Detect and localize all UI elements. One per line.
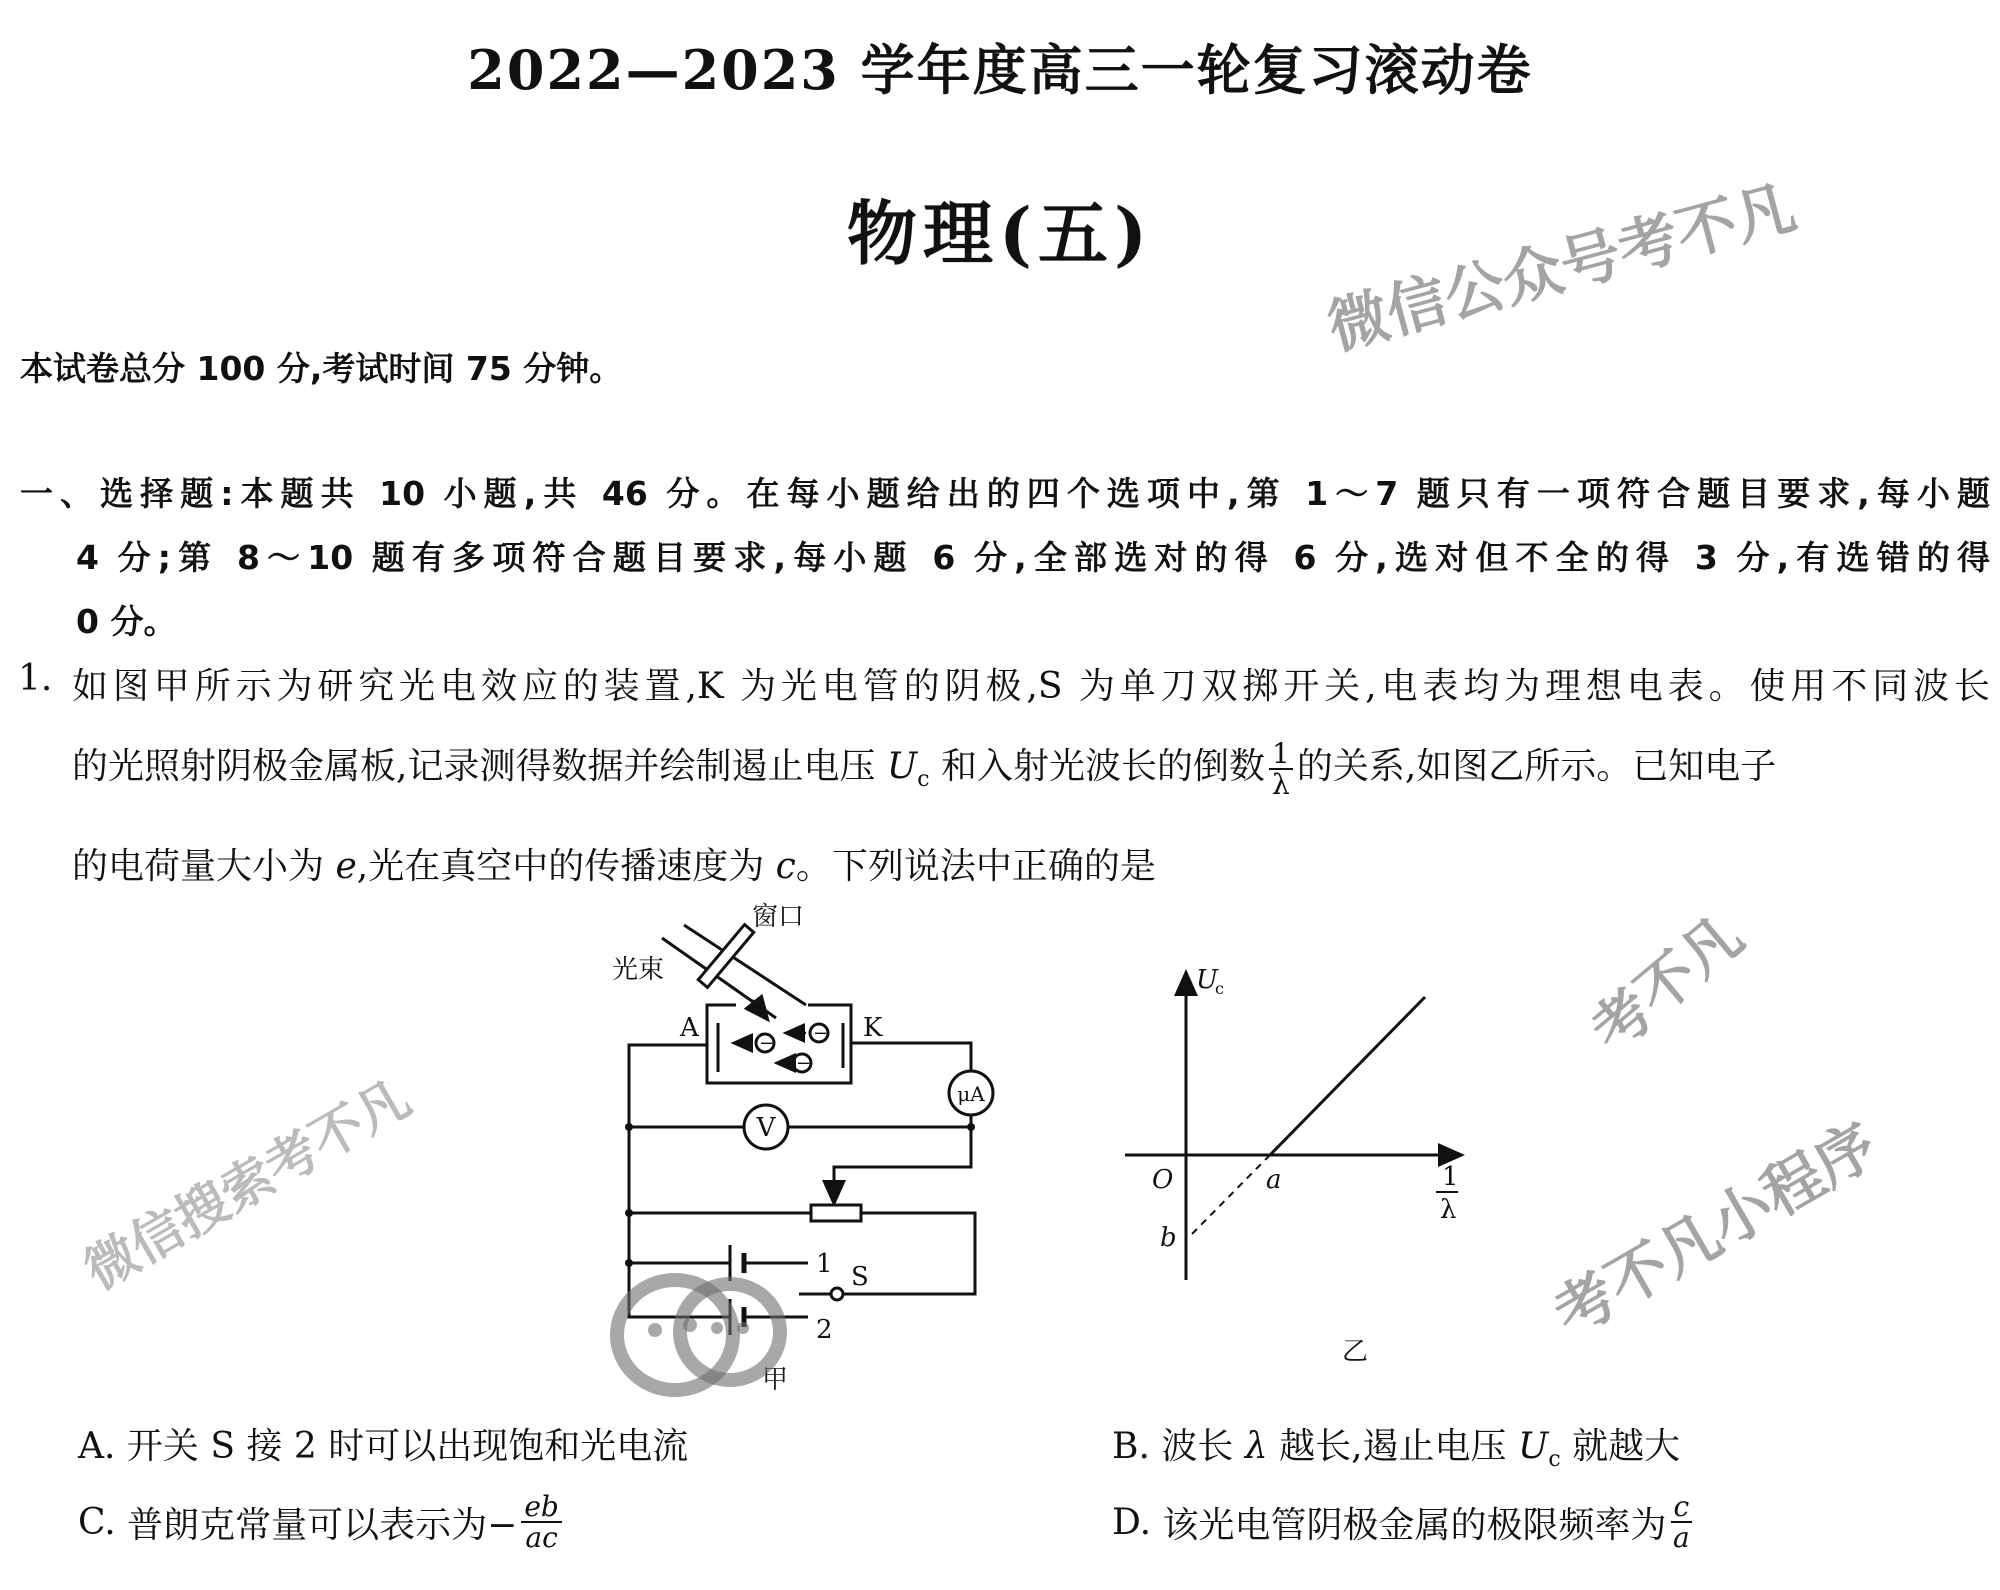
text-segment: ,光在真空中的传播速度为 bbox=[356, 846, 776, 887]
fraction-numerator: eb bbox=[521, 1492, 562, 1523]
text-segment: 波长 bbox=[1161, 1426, 1245, 1467]
charge-var: e bbox=[335, 846, 357, 887]
option-c-label: C. bbox=[78, 1501, 116, 1543]
lambda-var: λ bbox=[1244, 1426, 1268, 1467]
option-c-text: 普朗克常量可以表示为− bbox=[127, 1504, 518, 1546]
watermark: 考不凡 bbox=[1578, 901, 1756, 1066]
question-number: 1. bbox=[18, 658, 53, 699]
option-c-fraction bbox=[521, 1492, 562, 1553]
cathode-label: K bbox=[863, 1013, 883, 1043]
option-d-text: 该光电管阴极金属的极限频率为 bbox=[1162, 1504, 1667, 1546]
fraction-numerator: 1 bbox=[1269, 739, 1293, 770]
text-segment: 的电荷量大小为 bbox=[72, 846, 336, 887]
graph-b-label: b bbox=[1160, 1223, 1177, 1253]
stopping-voltage-var: U bbox=[886, 746, 918, 787]
text-segment: 和入射光波长的倒数 bbox=[929, 746, 1266, 787]
junction-dot bbox=[625, 1209, 633, 1217]
phototube bbox=[707, 1005, 851, 1083]
graph-x-label-den: λ bbox=[1440, 1195, 1457, 1225]
beam-label: 光束 bbox=[612, 955, 665, 985]
window-label: 窗口 bbox=[752, 902, 805, 932]
graph-y-label: U bbox=[1196, 965, 1218, 995]
section-heading-line-3: 0 分。 bbox=[76, 602, 177, 641]
switch-label: S bbox=[851, 1262, 869, 1292]
figure-jia-caption: 甲 bbox=[762, 1365, 789, 1395]
exam-subject: 物理(五) bbox=[846, 192, 1154, 275]
figure-yi-caption: 乙 bbox=[1342, 1337, 1369, 1367]
watermark: 微信公众号考不凡 bbox=[1320, 171, 1803, 364]
graph-a-label: a bbox=[1266, 1165, 1282, 1195]
junction-dot bbox=[967, 1123, 975, 1131]
option-a[interactable] bbox=[78, 1418, 688, 1469]
question-line-1: 如图甲所示为研究光电效应的装置,K 为光电管的阴极,S 为单刀双掷开关,电表均为理想电表。使用不同波长 bbox=[72, 666, 1990, 707]
subscript: c bbox=[1548, 1447, 1561, 1473]
fraction-denominator: a bbox=[1672, 1521, 1690, 1555]
text-segment: 。下列说法中正确的是 bbox=[795, 846, 1156, 887]
terminal-1-label: 1 bbox=[816, 1249, 833, 1279]
option-b[interactable] bbox=[1112, 1418, 1680, 1472]
option-b-label: B. bbox=[1112, 1426, 1150, 1467]
option-a-label: A. bbox=[78, 1426, 116, 1467]
exam-title: 2022—2023 学年度高三一轮复习滚动卷 bbox=[467, 38, 1533, 102]
electron-sign: − bbox=[759, 1033, 775, 1054]
anode-label: A bbox=[680, 1013, 699, 1043]
exam-intro: 本试卷总分 100 分,考试时间 75 分钟。 bbox=[20, 349, 623, 388]
fraction-denominator: ac bbox=[525, 1521, 558, 1555]
voltmeter-label: V bbox=[756, 1113, 776, 1143]
watermark: 考不凡小程序 bbox=[1542, 1109, 1890, 1351]
graph-extrapolation bbox=[1190, 1155, 1270, 1236]
option-a-text: 开关 S 接 2 时可以出现饱和光电流 bbox=[126, 1426, 689, 1467]
graph-line bbox=[1270, 997, 1425, 1155]
electron-sign: − bbox=[796, 1053, 812, 1074]
option-d-fraction bbox=[1671, 1492, 1693, 1553]
terminal-2-label: 2 bbox=[816, 1315, 833, 1345]
graph-x-label-num: 1 bbox=[1442, 1162, 1459, 1192]
fraction-denominator: λ bbox=[1272, 768, 1290, 801]
section-heading-line-2: 4 分;第 8～10 题有多项符合题目要求,每小题 6 分,全部选对的得 6 分,选对但不全的得 3 分,有选错的得 bbox=[76, 538, 1990, 577]
speed-of-light-var: c bbox=[775, 846, 796, 887]
text-segment: 的光照射阴极金属板,记录测得数据并绘制遏止电压 bbox=[72, 746, 887, 787]
text-segment: 越长,遏止电压 bbox=[1267, 1426, 1518, 1467]
junction-dot bbox=[625, 1123, 633, 1131]
wechat-logo-watermark bbox=[605, 1260, 795, 1430]
section-heading-line-1: 一、选择题:本题共 10 小题,共 46 分。在每小题给出的四个选项中,第 1～7 题只有一项符合题目要求,每小题 bbox=[20, 474, 1990, 513]
window bbox=[698, 925, 753, 988]
stopping-voltage-var: U bbox=[1517, 1426, 1549, 1467]
switch-pivot bbox=[831, 1288, 843, 1300]
graph-origin-label: O bbox=[1152, 1165, 1174, 1195]
watermark: 微信搜索考不凡 bbox=[75, 1068, 421, 1302]
wire bbox=[851, 1043, 971, 1071]
fraction-numerator: c bbox=[1671, 1492, 1693, 1523]
subscript: c bbox=[917, 767, 930, 793]
rheostat bbox=[811, 1205, 861, 1221]
text-segment: 就越大 bbox=[1560, 1426, 1681, 1467]
text-segment: 的关系,如图乙所示。已知电子 bbox=[1296, 746, 1777, 787]
option-d-label: D. bbox=[1112, 1501, 1152, 1543]
electron-sign: − bbox=[813, 1023, 829, 1044]
option-d[interactable] bbox=[1112, 1492, 1696, 1553]
option-c[interactable] bbox=[78, 1492, 566, 1553]
graph-y-label-sub: c bbox=[1215, 979, 1224, 998]
microammeter-label: μA bbox=[957, 1082, 985, 1106]
wire bbox=[629, 1127, 971, 1200]
